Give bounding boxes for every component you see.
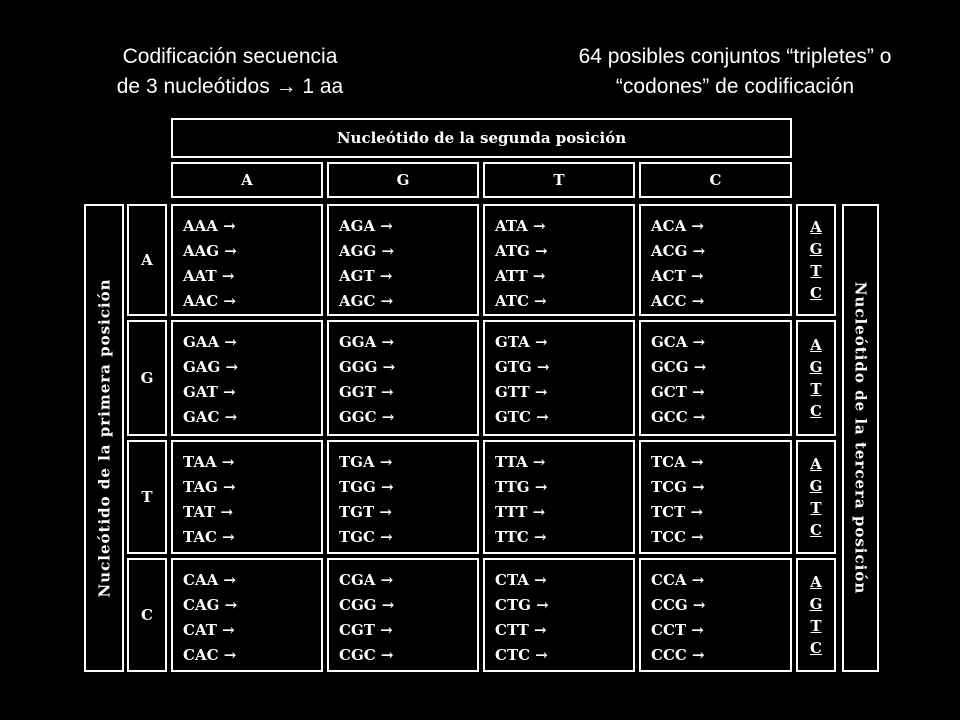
- codon: CCA →: [651, 571, 705, 589]
- third-base: A: [810, 573, 822, 591]
- third-base: C: [810, 521, 822, 539]
- codon: ATA →: [495, 217, 546, 235]
- third-base: T: [810, 499, 822, 517]
- codon: TCG →: [651, 478, 705, 496]
- codon: CTA →: [495, 571, 547, 589]
- codon: CGC →: [339, 646, 394, 664]
- codon-cell-aa: [171, 204, 323, 316]
- codon: AAG →: [183, 242, 237, 260]
- codon: ACA →: [651, 217, 705, 235]
- codon: GCT →: [651, 383, 705, 401]
- codon: ATT →: [495, 267, 546, 285]
- codon: CCT →: [651, 621, 704, 639]
- header-right-line2: “codones” de codificación: [615, 75, 855, 98]
- header-right: [525, 42, 945, 102]
- third-base: C: [810, 639, 822, 657]
- third-base: G: [809, 595, 823, 613]
- codon-cell-ca: [171, 558, 323, 672]
- codon: TTG →: [495, 478, 548, 496]
- codon: CTG →: [495, 596, 549, 614]
- row-header-g: G: [127, 320, 167, 436]
- codon: CGA →: [339, 571, 394, 589]
- codon-cell-tg: [327, 440, 479, 554]
- codon: ATC →: [495, 292, 547, 310]
- codon-cell-gg: [327, 320, 479, 436]
- codon: GGA →: [339, 333, 395, 351]
- codon: CCG →: [651, 596, 706, 614]
- codon: GTG →: [495, 358, 550, 376]
- codon-cell-ga: [171, 320, 323, 436]
- codon: TCA →: [651, 453, 704, 471]
- column-header-t: T: [483, 162, 635, 198]
- codon: TGT →: [339, 503, 392, 521]
- third-base: G: [809, 477, 823, 495]
- codon-cell-ac: [639, 204, 792, 316]
- codon: CCC →: [651, 646, 705, 664]
- codon: AAA →: [183, 217, 236, 235]
- codon: GTT →: [495, 383, 548, 401]
- codon: GAT →: [183, 383, 236, 401]
- row-header-a: A: [127, 204, 167, 316]
- codon: TAA →: [183, 453, 235, 471]
- codon-cell-ct: [483, 558, 635, 672]
- codon: TAG →: [183, 478, 236, 496]
- codon: GAG →: [183, 358, 239, 376]
- codon: GGT →: [339, 383, 394, 401]
- third-base: T: [810, 380, 822, 398]
- third-position-title: Nucleótido de la tercera posición: [851, 281, 870, 595]
- codon: TCC →: [651, 528, 704, 546]
- codon-cell-gc: [639, 320, 792, 436]
- row-header-t: T: [127, 440, 167, 554]
- column-header-c: C: [639, 162, 792, 198]
- codon: CAC →: [183, 646, 237, 664]
- codon: GGC →: [339, 408, 395, 426]
- codon: GAC →: [183, 408, 238, 426]
- codon: CAA →: [183, 571, 237, 589]
- column-header-g: G: [327, 162, 479, 198]
- codon: AGC →: [339, 292, 394, 310]
- codon-cell-gt: [483, 320, 635, 436]
- first-position-box: [84, 204, 124, 672]
- codon: GTC →: [495, 408, 549, 426]
- codon: TTA →: [495, 453, 546, 471]
- codon: GCG →: [651, 358, 707, 376]
- codon: TAC →: [183, 528, 235, 546]
- third-position-cell-a: [796, 204, 836, 316]
- third-position-box: [842, 204, 879, 672]
- codon-cell-tc: [639, 440, 792, 554]
- codon: AGT →: [339, 267, 393, 285]
- third-base: C: [810, 284, 822, 302]
- codon: AGA →: [339, 217, 393, 235]
- codon: TCT →: [651, 503, 704, 521]
- column-header-a: A: [171, 162, 323, 198]
- codon: ACC →: [651, 292, 705, 310]
- third-base: A: [810, 336, 822, 354]
- codon: TTC →: [495, 528, 547, 546]
- codon: CTT →: [495, 621, 547, 639]
- third-position-cell-g: [796, 320, 836, 436]
- row-header-c: C: [127, 558, 167, 672]
- header-left: [80, 42, 380, 102]
- codon-cell-ag: [327, 204, 479, 316]
- first-position-title: Nucleótido de la primera posición: [95, 278, 113, 598]
- codon-cell-ta: [171, 440, 323, 554]
- third-base: G: [809, 358, 823, 376]
- third-base: T: [810, 262, 822, 280]
- third-base: A: [810, 218, 822, 236]
- header-left-line2: de 3 nucleótidos → 1 aa: [116, 75, 344, 98]
- codon: AGG →: [339, 242, 395, 260]
- second-position-title: Nucleótido de la segunda posición: [171, 118, 792, 158]
- codon: TGA →: [339, 453, 393, 471]
- codon: AAC →: [183, 292, 237, 310]
- third-base: G: [809, 240, 823, 258]
- codon-cell-cg: [327, 558, 479, 672]
- codon: TGC →: [339, 528, 393, 546]
- codon: CGG →: [339, 596, 395, 614]
- third-base: A: [810, 455, 822, 473]
- codon: CAT →: [183, 621, 235, 639]
- codon: GGG →: [339, 358, 396, 376]
- header-right-line1: 64 posibles conjuntos “tripletes” o: [578, 45, 892, 68]
- codon: CTC →: [495, 646, 548, 664]
- codon: ATG →: [495, 242, 548, 260]
- third-position-cell-t: [796, 440, 836, 554]
- codon: GTA →: [495, 333, 548, 351]
- codon: TAT →: [183, 503, 234, 521]
- header-left-line1: Codificación secuencia: [122, 45, 338, 68]
- codon-cell-cc: [639, 558, 792, 672]
- codon: GCA →: [651, 333, 706, 351]
- codon-cell-tt: [483, 440, 635, 554]
- codon: ACT →: [651, 267, 704, 285]
- codon: CGT →: [339, 621, 393, 639]
- codon-cell-at: [483, 204, 635, 316]
- third-position-cell-c: [796, 558, 836, 672]
- third-base: T: [810, 617, 822, 635]
- codon: CAG →: [183, 596, 238, 614]
- third-base: C: [810, 402, 822, 420]
- codon: TTT →: [495, 503, 546, 521]
- codon: ACG →: [651, 242, 706, 260]
- codon: GAA →: [183, 333, 237, 351]
- codon: GCC →: [651, 408, 706, 426]
- codon: TGG →: [339, 478, 394, 496]
- codon: AAT →: [183, 267, 235, 285]
